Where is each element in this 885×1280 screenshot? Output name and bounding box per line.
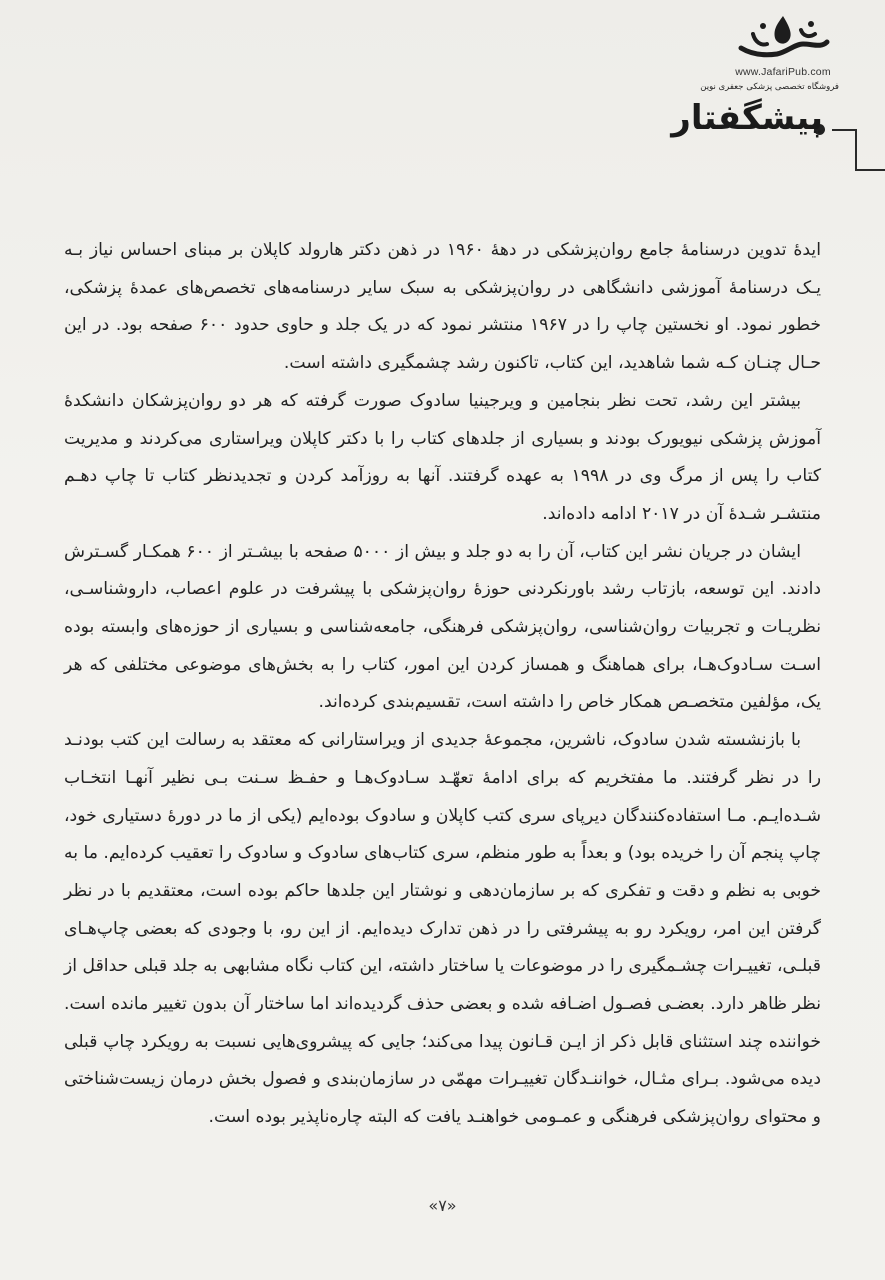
jafari-logo-icon <box>733 14 833 66</box>
title-connector-vertical <box>855 129 857 171</box>
page-number: «۷» <box>428 1196 457 1215</box>
website-url[interactable]: www.JafariPub.com <box>735 66 831 78</box>
title-connector-horizontal <box>855 169 885 171</box>
page-title: پیشگفتار <box>671 98 823 138</box>
title-connector-line <box>832 129 856 131</box>
store-name: فروشگاه تخصصی پزشکی جعفری نوین <box>700 82 839 92</box>
paragraph-2: بیشتر این رشد، تحت نظر بنجامین و ویرجینیا سادوک صورت گرفته که هر دو روان‌پزشکان دانشکدۀ آموزش پزشکی نیویورک بودند و بسیاری از جلدهای کتاب را با دکتر کاپلان ویراستاری می‌کردند و مدیریت کتاب را پس از مرگ وی در ۱۹۹۸ به عهده گرفتند. آنها به روزآمد کردن و تجدیدنظر کتاب تا چاپ دهـم منتشـر شـدۀ آن در ۲۰۱۷ ادامه داده‌اند. <box>64 390 821 524</box>
paragraph-1: ایدۀ تدوین درسنامۀ جامع روان‌پزشکی در دهۀ ۱۹۶۰ در ذهن دکتر هارولد کاپلان بر مبنای احساس نیاز بـه یـک درسنامۀ آموزشی دانشگاهی در روان‌پزشکی به سبک سایر درسنامه‌های تخصص‌های عمدۀ پزشکی، خطور نمود. او نخستین چاپ را در ۱۹۶۷ منتشر نمود که در یک جلد و حاوی حدود ۶۰۰ صفحه بود. در این حـال چنـان کـه شما شاهدید، این کتاب، تاکنون رشد چشمگیری داشته است. <box>64 240 822 374</box>
preface-body <box>64 232 821 1137</box>
paragraph-4: با بازنشسته شدن سادوک، ناشرین، مجموعۀ جدیدی از ویراستارانی که معتقد به رسالت این کتب بودنـد را در نظر گرفتند. ما مفتخریم که برای ادامۀ تعهّـد سـادوک‌هـا و حفـظ سـنت بـی نظیر آنهـا انتخـاب شـده‌ایـم. مـا استفاده‌کنندگان دیرپای سری کتب کاپلان و سادوک بوده‌ایم (یکی از ما در دورۀ دستیاری خود، چاپ پنجم آن را خریده بود) و بعداً به طور منظم، سری کتاب‌های سادوک و سادوک را تعقیب کرده‌ایم. ما به خوبی به نظم و دقت و تفکری که بر سازمان‌دهی و نوشتار این جلدها حاکم بوده است، معتقدیم با در نظر گرفتن این امر، رویکرد رو به پیشرفتی را در ذهن تدارک دیده‌ایم. از این رو، با وجودی که بعضی چاپ‌هـای قبلـی، تغییـرات چشـمگیری را در موضوعات یا ساختار داشته، این کتاب نگاه مشابهی به جلد قبلی حداقل از نظر ظاهر دارد. بعضـی فصـول اضـافه شده و بعضی حذف گردیده‌اند اما ساختار آن بدون تغییر مانده است. خواننده چند استثنای قابل ذکر از ایـن قـانون پیدا می‌کند؛ جایی که پیشروی‌هایی نسبت به رویکرد چاپ قبلی دیده می‌شود. بـرای مثـال، خواننـدگان تغییـرات مهمّی در سازمان‌بندی و فصول بخش درمان زیست‌شناختی و محتوای روان‌پزشکی فرهنگی و عمـومی خواهنـد یافت که البته چاره‌ناپذیر بوده است. <box>64 730 821 1128</box>
paragraph-3: ایشان در جریان نشر این کتاب، آن را به دو جلد و بیش از ۵۰۰۰ صفحه با بیشـتر از ۶۰۰ همکـار گسـترش دادند. این توسعه، بازتاب رشد باورنکردنی حوزۀ روان‌پزشکی با پیشرفت در علوم اعصاب، داروشناسـی، نظریـات و تجربیات روان‌شناسی، روان‌پزشکی فرهنگی، جامعه‌شناسی و بسیاری از حوزه‌های وابسته بوده اسـت سـادوک‌هـا، برای هماهنگ و همساز کردن این امور، کتاب را به بخش‌های موضوعی مختلفی که هر یک، مؤلفین متخصـص همکار خاص را داشته است، تقسیم‌بندی کرده‌اند. <box>64 541 821 713</box>
publisher-logo <box>700 14 839 100</box>
